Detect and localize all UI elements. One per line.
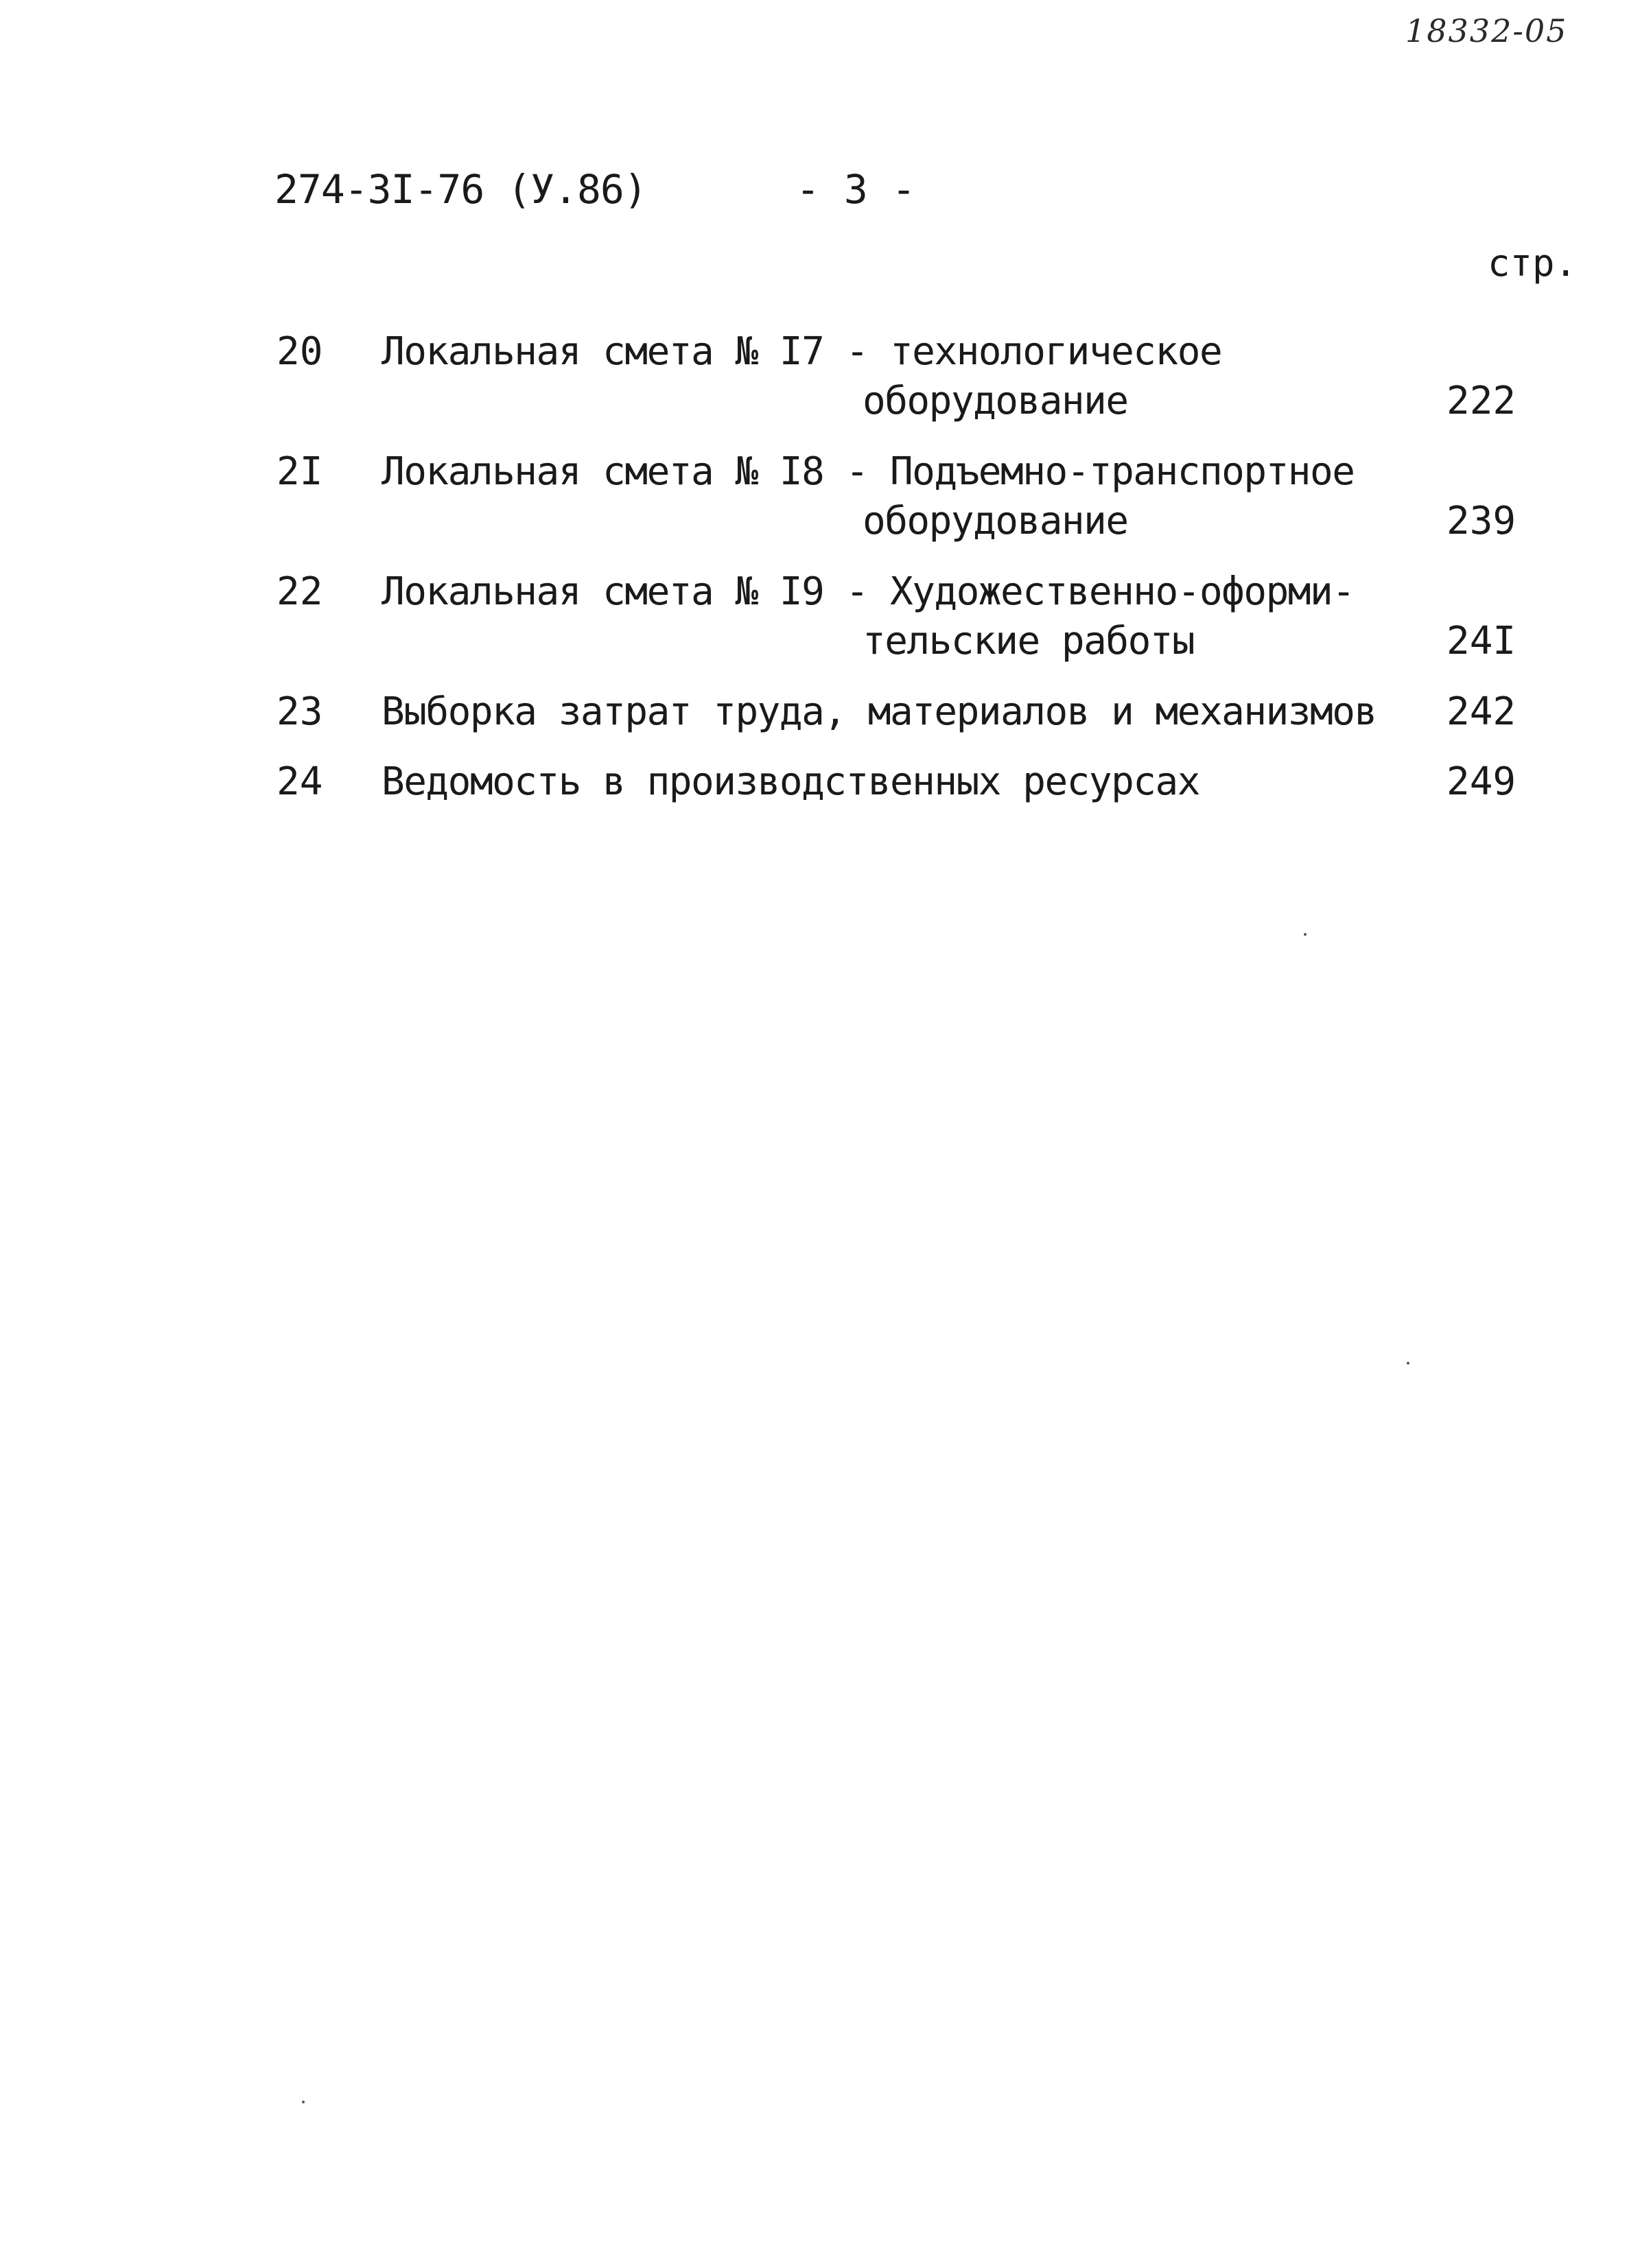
- toc-entry-page: 222: [1446, 379, 1516, 423]
- toc-entry-title: Локальная смета № I7 - технологическое: [382, 329, 1222, 374]
- toc-entry-title: Локальная смета № I8 - Подъемно-транспортное: [382, 449, 1355, 494]
- toc-entry-title-continued: тельские работы: [863, 619, 1195, 663]
- page-column-label: стр.: [1488, 241, 1578, 285]
- document-code: 274-3I-76 (У.86): [274, 166, 647, 213]
- toc-entry-number: 22: [277, 569, 323, 614]
- toc-entry: [0, 759, 1640, 862]
- toc-entry-page: 242: [1446, 689, 1516, 734]
- toc-entry-title: Выборка затрат труда, материалов и механизмов: [382, 689, 1377, 734]
- toc-entry-number: 2I: [277, 449, 323, 494]
- toc-entry-title-continued: оборудование: [863, 379, 1128, 423]
- toc-entry: [0, 329, 1640, 432]
- page-number: - 3 -: [796, 166, 916, 213]
- toc-entry-title: Ведомость в производственных ресурсах: [382, 759, 1199, 804]
- toc-entry-title: Локальная смета № I9 - Художественно-оформи-: [382, 569, 1355, 614]
- scan-speck: [1304, 933, 1307, 936]
- archive-number: 18332-05: [1405, 12, 1568, 49]
- scan-speck: [302, 2101, 305, 2103]
- toc-entry: [0, 449, 1640, 552]
- toc-entry: [0, 569, 1640, 672]
- toc-entry-page: 249: [1446, 759, 1516, 804]
- toc-entry-number: 23: [277, 689, 323, 734]
- toc-entry-page: 24I: [1446, 619, 1516, 663]
- scan-speck: [1407, 1362, 1409, 1365]
- toc-entry-number: 24: [277, 759, 323, 804]
- toc-entry-title-continued: оборудование: [863, 499, 1128, 543]
- toc-entry-number: 20: [277, 329, 323, 374]
- toc-entry-page: 239: [1446, 499, 1516, 543]
